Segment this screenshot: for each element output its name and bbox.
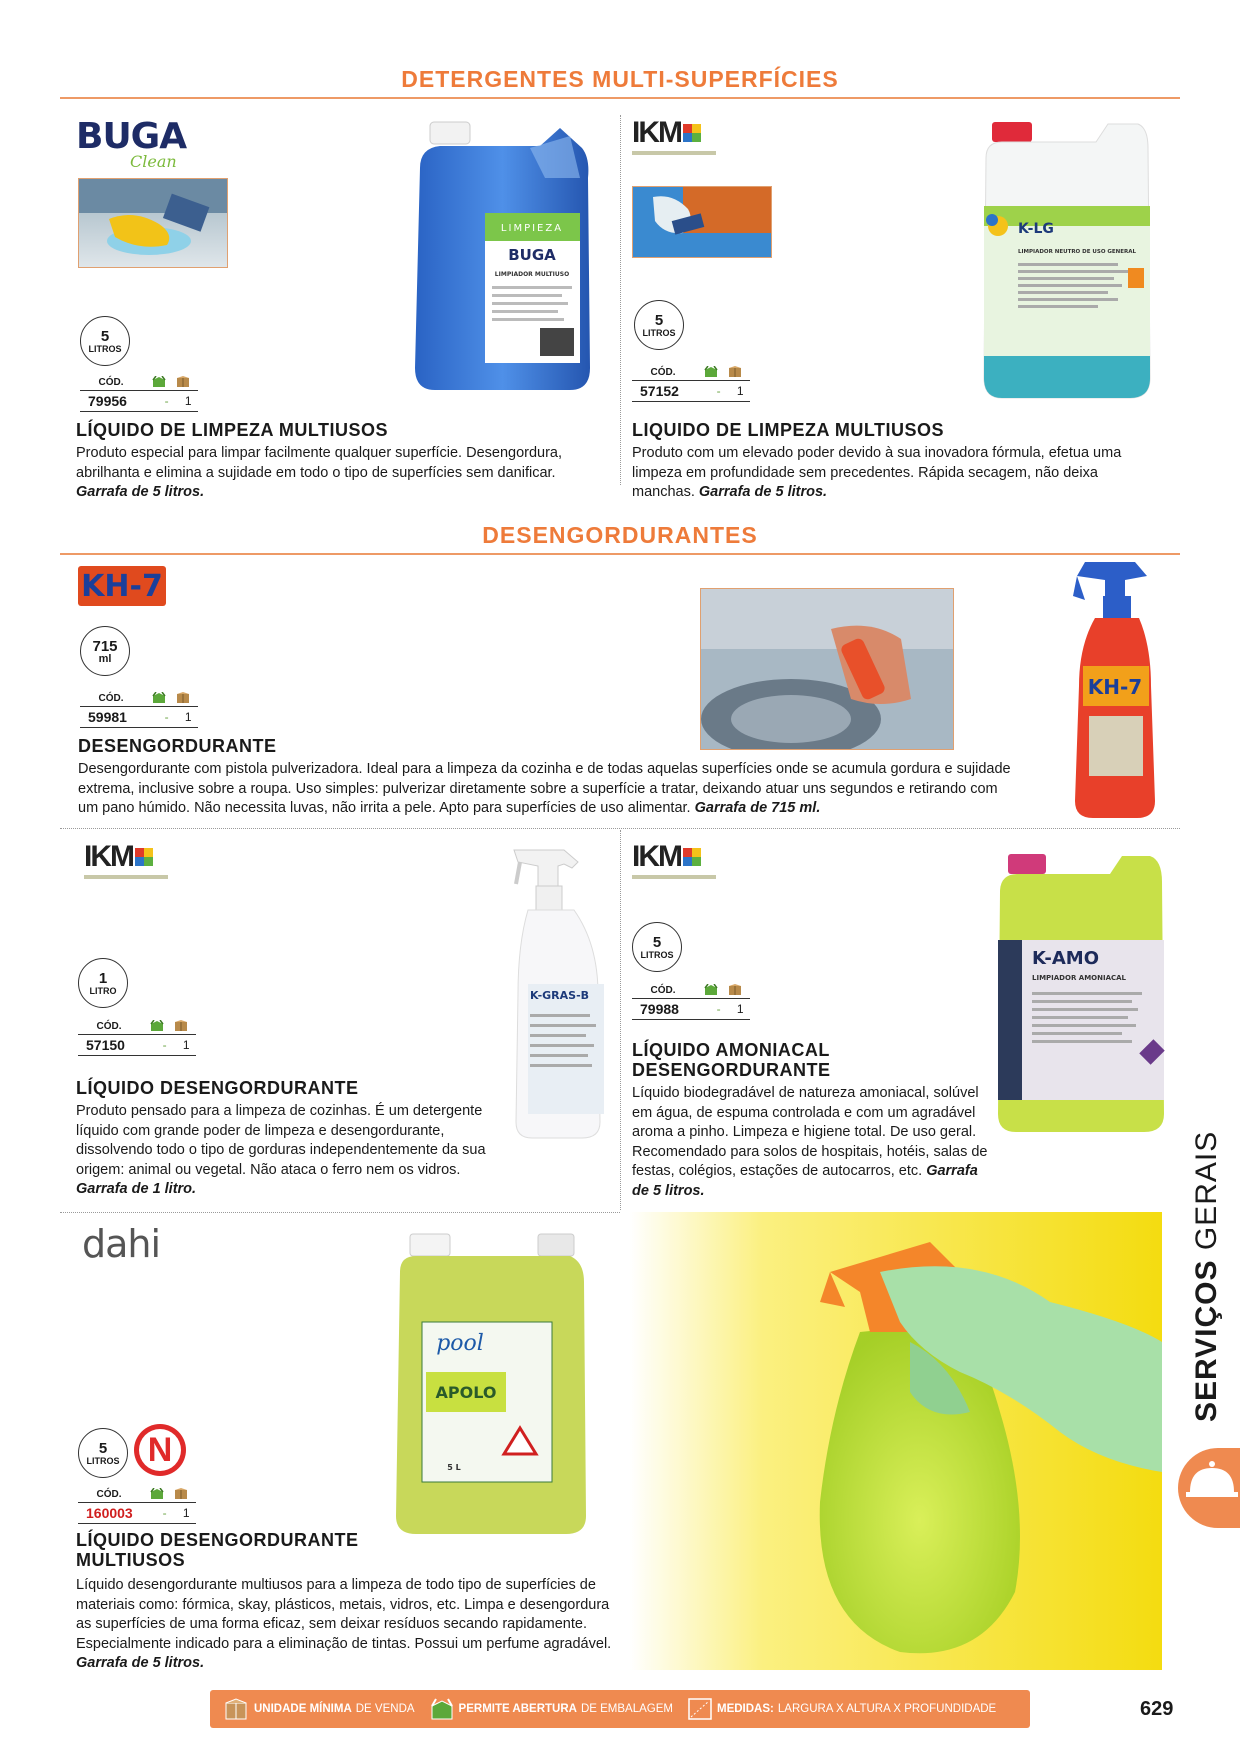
size-badge: [80, 316, 130, 366]
open-package-icon: [150, 1020, 164, 1032]
size-value: 5: [654, 311, 664, 329]
size-unit: LITROS: [88, 343, 122, 354]
product-title: LIQUIDO DE LIMPEZA MULTIUSOS: [632, 420, 944, 440]
product-image-kgras-spray: [508, 844, 604, 1142]
product-image-klg-bottle: [978, 118, 1158, 403]
bottle-label-text: K-AMO: [1032, 948, 1099, 969]
code-block: [632, 982, 750, 1020]
open-package-icon: [704, 366, 718, 378]
cod-label: CÓD.: [650, 984, 676, 996]
bottle-label-text: pool: [436, 1331, 484, 1356]
product-image-buga-bottle: [410, 118, 595, 396]
product-image-kamo-bottle: [992, 852, 1172, 1136]
box-icon: [176, 692, 190, 704]
new-badge: [134, 1424, 186, 1476]
brand-logo-buga: BUGA: [76, 116, 187, 157]
brand-logo-buga-sub: Clean: [130, 152, 177, 171]
min-qty: 1: [736, 384, 744, 398]
product-description: Líquido biodegradável de natureza amoniacal, solúvel em água, de espuma controlada e com um agradável aroma a pinho. Limpeza e higiene total. De uso geral. Recomendado para solos de hospitais, hotéis, salas de festas, colégios, estações de autocarros, etc. Garrafa de 5 litros.: [632, 1085, 988, 1199]
bottle-label-text: 5 L: [447, 1463, 461, 1472]
legend-dimensions: MEDIDAS: LARGURA X ALTURA X PROFUNDIDADE: [687, 1697, 996, 1721]
cloche-icon: [1178, 1448, 1238, 1518]
box-icon: [728, 366, 742, 378]
bottle-label-text: LIMPIEZA: [500, 223, 564, 234]
bottle-label-text: K-LG: [1018, 221, 1054, 237]
bottle-label-text: APOLO: [435, 1383, 497, 1402]
size-badge: [78, 1428, 128, 1478]
section-divider: [60, 97, 1180, 99]
size-badge: [78, 958, 128, 1008]
code-dash: -: [716, 1002, 721, 1016]
product-code: 57150: [86, 1037, 125, 1053]
product-code: 79988: [640, 1001, 679, 1017]
code-block: [80, 374, 198, 412]
code-block: [78, 1018, 196, 1056]
cleaning-photo: [78, 178, 228, 268]
box-icon: [728, 984, 742, 996]
min-qty: 1: [182, 1506, 190, 1520]
legend-open-package: PERMITE ABERTURA DE EMBALAGEM: [429, 1697, 673, 1721]
product-code: 160003: [86, 1505, 133, 1521]
code-block: [80, 690, 198, 728]
product-title: LÍQUIDO DE LIMPEZA MULTIUSOS: [76, 420, 388, 440]
code-dash: -: [162, 1038, 167, 1052]
size-unit: LITROS: [642, 327, 676, 338]
page-number: 629: [1140, 1698, 1174, 1720]
brand-logo-ikm: IKM: [84, 842, 170, 879]
product-title: DESENGORDURANTE: [78, 736, 277, 756]
new-badge-letter: N: [139, 1429, 181, 1471]
min-qty: 1: [182, 1038, 190, 1052]
box-icon: [174, 1488, 188, 1500]
cod-label: CÓD.: [96, 1020, 122, 1032]
bottle-label-text: K-GRAS-B: [530, 989, 590, 1002]
cleaning-photo: [632, 186, 772, 258]
open-package-icon: [152, 692, 166, 704]
open-package-icon: [704, 984, 718, 996]
size-unit: LITROS: [640, 949, 674, 960]
section-divider: [60, 553, 1180, 555]
product-code: 57152: [640, 383, 679, 399]
product-image-apolo-bottle: [390, 1232, 590, 1540]
size-badge: [632, 922, 682, 972]
bottle-label-text: LIMPIADOR NEUTRO DE USO GENERAL: [1018, 249, 1137, 255]
code-dash: -: [164, 710, 169, 724]
box-icon: [224, 1697, 250, 1721]
cod-label: CÓD.: [98, 692, 124, 704]
brand-logo-dahi: dahi: [82, 1222, 161, 1266]
size-value: 5: [652, 933, 662, 951]
min-qty: 1: [184, 394, 192, 408]
side-tab-label: SERVIÇOS GERAIS: [1190, 1130, 1223, 1422]
open-package-icon: [429, 1697, 455, 1721]
size-unit: LITRO: [89, 985, 117, 996]
min-qty: 1: [184, 710, 192, 724]
product-title: LÍQUIDO DESENGORDURANTE MULTIUSOS: [76, 1530, 359, 1570]
cod-label: CÓD.: [98, 376, 124, 388]
product-description: Produto com um elevado poder devido à sua inovadora fórmula, efetua uma limpeza em profundidade sem precedentes. Rápida secagem, não deixa manchas. Garrafa de 5 litros.: [632, 445, 1122, 500]
bottle-label-text: BUGA: [508, 246, 556, 264]
dimensions-icon: [687, 1697, 713, 1721]
size-badge: [634, 300, 684, 350]
footer-legend: [210, 1690, 1030, 1728]
product-description: Produto pensado para a limpeza de cozinhas. É um detergente líquido com grande poder de limpeza e desengordurante, dissolvendo todo o tipo de gorduras independentemente da sua origem: animal ou vegetal. Não ataca o ferro nem os vidros. Garrafa de 1 litro.: [76, 1103, 486, 1197]
product-title: LÍQUIDO AMONIACAL DESENGORDURANTE: [632, 1040, 831, 1080]
size-badge: [80, 626, 130, 676]
row-divider: [60, 1212, 620, 1213]
cod-label: CÓD.: [96, 1488, 122, 1500]
column-divider: [620, 830, 621, 1210]
size-unit: LITROS: [86, 1455, 120, 1466]
product-description: Produto especial para limpar facilmente qualquer superfície. Desengordura, abrilhanta e elimina a sujidade em todo o tipo de superfícies sem danificar. Garrafa de 5 litros.: [76, 445, 563, 500]
bottle-label-text: LIMPIADOR MULTIUSO: [494, 271, 570, 278]
product-title: LÍQUIDO DESENGORDURANTE: [76, 1078, 359, 1098]
code-block: [78, 1486, 196, 1524]
section-title-multi: DETERGENTES MULTI-SUPERFÍCIES: [401, 66, 839, 92]
spray-hand-photo: [630, 1212, 1162, 1670]
size-value: 5: [98, 1439, 108, 1457]
min-qty: 1: [736, 1002, 744, 1016]
code-dash: -: [716, 384, 721, 398]
product-code: 79956: [88, 393, 127, 409]
cod-label: CÓD.: [650, 366, 676, 378]
product-image-kh7-spray: [1065, 556, 1165, 822]
product-description: Desengordurante com pistola pulverizadora. Ideal para a limpeza da cozinha e de todas aquelas superfícies onde se acumula gordura e sujidade extrema, inclusive sobre a roupa. Uso simples: pulverizar diretamente sobre a superfície a tratar, deixando atuar uns segundos e retirando com um pano húmido. Não necessita luvas, não irrita a pele. Apto para superfícies de uso alimentar. Garrafa de 715 ml.: [78, 761, 1011, 816]
bottle-label-text: LIMPIADOR AMONIACAL: [1032, 974, 1127, 982]
side-tab-marker: [1178, 1448, 1240, 1528]
row-divider: [60, 828, 1180, 829]
open-package-icon: [152, 376, 166, 388]
legend-min-unit: UNIDADE MÍNIMA DE VENDA: [224, 1697, 415, 1721]
bottle-label-text: KH-7: [1087, 675, 1143, 699]
product-code: 59981: [88, 709, 127, 725]
size-value: 715: [92, 637, 118, 655]
open-package-icon: [150, 1488, 164, 1500]
box-icon: [176, 376, 190, 388]
kitchen-photo: [700, 588, 954, 750]
section-title-desengordurantes: DESENGORDURANTES: [482, 522, 758, 548]
code-dash: -: [164, 394, 169, 408]
code-dash: -: [162, 1506, 167, 1520]
size-value: 1: [98, 969, 108, 987]
code-block: [632, 364, 750, 402]
size-unit: ml: [98, 652, 112, 665]
size-value: 5: [100, 327, 110, 345]
brand-logo-ikm: IKM: [632, 118, 718, 155]
brand-logo-ikm: IKM: [632, 842, 718, 879]
product-description: Líquido desengordurante multiusos para a limpeza de todo tipo de superfícies de materiais como: fórmica, skay, plásticos, metais, vidros, etc. Limpa e desengordura as superfícies de uma forma eficaz, sem deixar resíduos secando rapidamente. Especialmente indicado para a eliminação de tintas. Possui um perfume agradável. Garrafa de 5 litros.: [76, 1577, 612, 1671]
box-icon: [174, 1020, 188, 1032]
brand-logo-kh7: KH-7: [78, 566, 166, 606]
column-divider: [620, 115, 621, 485]
